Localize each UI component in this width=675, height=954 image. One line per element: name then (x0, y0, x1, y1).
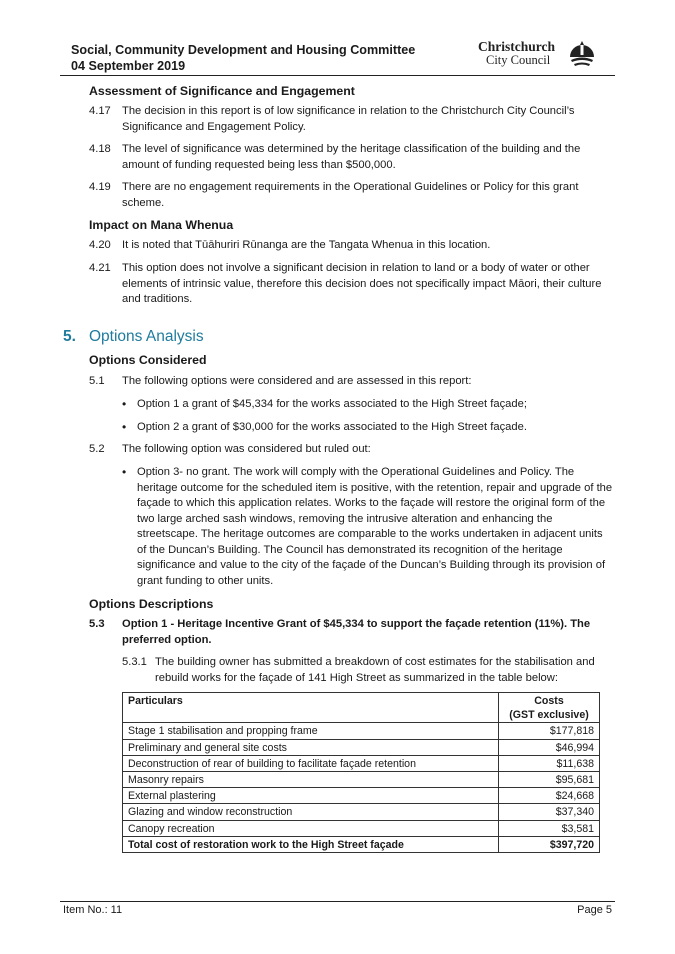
para-4-21 (89, 261, 609, 308)
committee-name: Social, Community Development and Housing Committee (71, 43, 416, 57)
cell-cost: $3,581 (499, 820, 600, 836)
column-header-particulars: Particulars (123, 693, 499, 723)
sig-heading: Assessment of Significance and Engagement (89, 84, 355, 98)
table-row (123, 804, 600, 820)
table-total-row (123, 836, 600, 852)
costs-header-line2: (GST exclusive) (509, 709, 589, 722)
column-header-costs (499, 693, 600, 723)
section-title: Options Analysis (89, 328, 204, 345)
para-4-18 (89, 142, 609, 173)
cell-cost: $46,994 (499, 739, 600, 755)
para-num: 4.20 (89, 239, 111, 251)
table-row (123, 739, 600, 755)
para-5-3-1 (122, 655, 604, 686)
para-text: The following options were considered and are assessed in this report: (122, 375, 472, 387)
table-row (123, 772, 600, 788)
logo-line2: City Council (486, 53, 551, 67)
cell-cost: $177,818 (499, 723, 600, 739)
table-row (123, 723, 600, 739)
para-text: The following option was considered but ruled out: (122, 443, 371, 455)
cell-item: Deconstruction of rear of building to facilitate façade retention (123, 755, 499, 771)
para-text: This option does not involve a significant decision in relation to land or a body of water or other elements of intrinsic value, therefore this decision does not specifically impact Māori, their culture and traditions. (122, 262, 602, 305)
costs-header-line1: Costs (534, 695, 564, 707)
para-num: 4.19 (89, 181, 111, 193)
council-logo (478, 40, 600, 70)
para-text: It is noted that Tūāhuriri Rūnanga are the Tangata Whenua in this location. (122, 239, 491, 251)
total-label: Total cost of restoration work to the High Street façade (123, 836, 499, 852)
para-5-1 (89, 374, 609, 390)
para-5-2 (89, 442, 609, 458)
header-divider (60, 75, 615, 76)
cell-cost: $24,668 (499, 788, 600, 804)
meeting-date: 04 September 2019 (71, 59, 186, 73)
para-num: 4.21 (89, 262, 111, 274)
options-considered-heading: Options Considered (89, 353, 207, 367)
para-text: There are no engagement requirements in the Operational Guidelines or Policy for this grant scheme. (122, 181, 579, 209)
logo-line1: Christchurch (478, 39, 556, 54)
list-item: • Option 1 a grant of $45,334 for the works associated to the High Street façade; (120, 397, 610, 413)
para-5-3 (89, 617, 611, 648)
cell-item: Preliminary and general site costs (123, 739, 499, 755)
table-header-row (123, 693, 600, 723)
mana-heading: Impact on Mana Whenua (89, 218, 234, 232)
section-5-heading (63, 327, 204, 347)
options-list (120, 397, 610, 435)
cell-item: Stage 1 stabilisation and propping frame (123, 723, 499, 739)
table-row (123, 820, 600, 836)
para-text: The decision in this report is of low significance in relation to the Christchurch City Council’s Significance and Engagement Policy. (122, 105, 575, 133)
options-descriptions-heading: Options Descriptions (89, 597, 214, 611)
para-text: The building owner has submitted a breakdown of cost estimates for the stabilisation and rebuild works for the façade of 141 High Street as summarized in the table below: (155, 656, 595, 684)
list-item: • Option 3- no grant. The work will comply with the Operational Guidelines and Policy. The heritage outcome for the scheduled item is positive, with the retention, repair and upgrade of the façade to which this application relates. Works to the façade will restore the original form of the two large arched sash windows, removing the intrusive alteration and enhancing the streetscape. The heritage outcomes are comparable to the works undertaken in adjacent units of the Duncan’s Building. The Council has demonstrated its recognition of the heritage significance and value to the city of the façade of the Duncan’s Building through its provision of grant funding to other units. (120, 465, 615, 589)
para-text: Option 1 - Heritage Incentive Grant of $45,334 to support the façade retention (11%). The preferred option. (122, 618, 591, 646)
para-num: 4.17 (89, 105, 111, 117)
ruled-out-list (120, 465, 615, 589)
para-num: 5.1 (89, 375, 105, 387)
para-num: 5.3.1 (122, 656, 147, 668)
footer-item-number: Item No.: 11 (63, 904, 123, 916)
cell-item: External plastering (123, 788, 499, 804)
cell-cost: $11,638 (499, 755, 600, 771)
cost-table (122, 692, 600, 853)
para-num: 4.18 (89, 143, 111, 155)
para-num: 5.3 (89, 618, 105, 630)
para-4-19 (89, 180, 609, 211)
section-number: 5. (63, 328, 76, 345)
cell-cost: $37,340 (499, 804, 600, 820)
cell-item: Masonry repairs (123, 772, 499, 788)
para-num: 5.2 (89, 443, 105, 455)
table-row (123, 755, 600, 771)
cell-item: Canopy recreation (123, 820, 499, 836)
page-header-title (71, 42, 451, 74)
footer-divider (60, 901, 615, 902)
cathedral-icon (568, 41, 596, 67)
table-row (123, 788, 600, 804)
list-item: • Option 2 a grant of $30,000 for the works associated to the High Street façade. (120, 420, 610, 436)
cell-item: Glazing and window reconstruction (123, 804, 499, 820)
para-4-17 (89, 104, 609, 135)
total-value: $397,720 (499, 836, 600, 852)
para-4-20 (89, 238, 609, 254)
para-text: The level of significance was determined by the heritage classification of the building and the amount of funding requested being less than $500,000. (122, 143, 581, 171)
cell-cost: $95,681 (499, 772, 600, 788)
footer-page-number: Page 5 (577, 904, 612, 916)
